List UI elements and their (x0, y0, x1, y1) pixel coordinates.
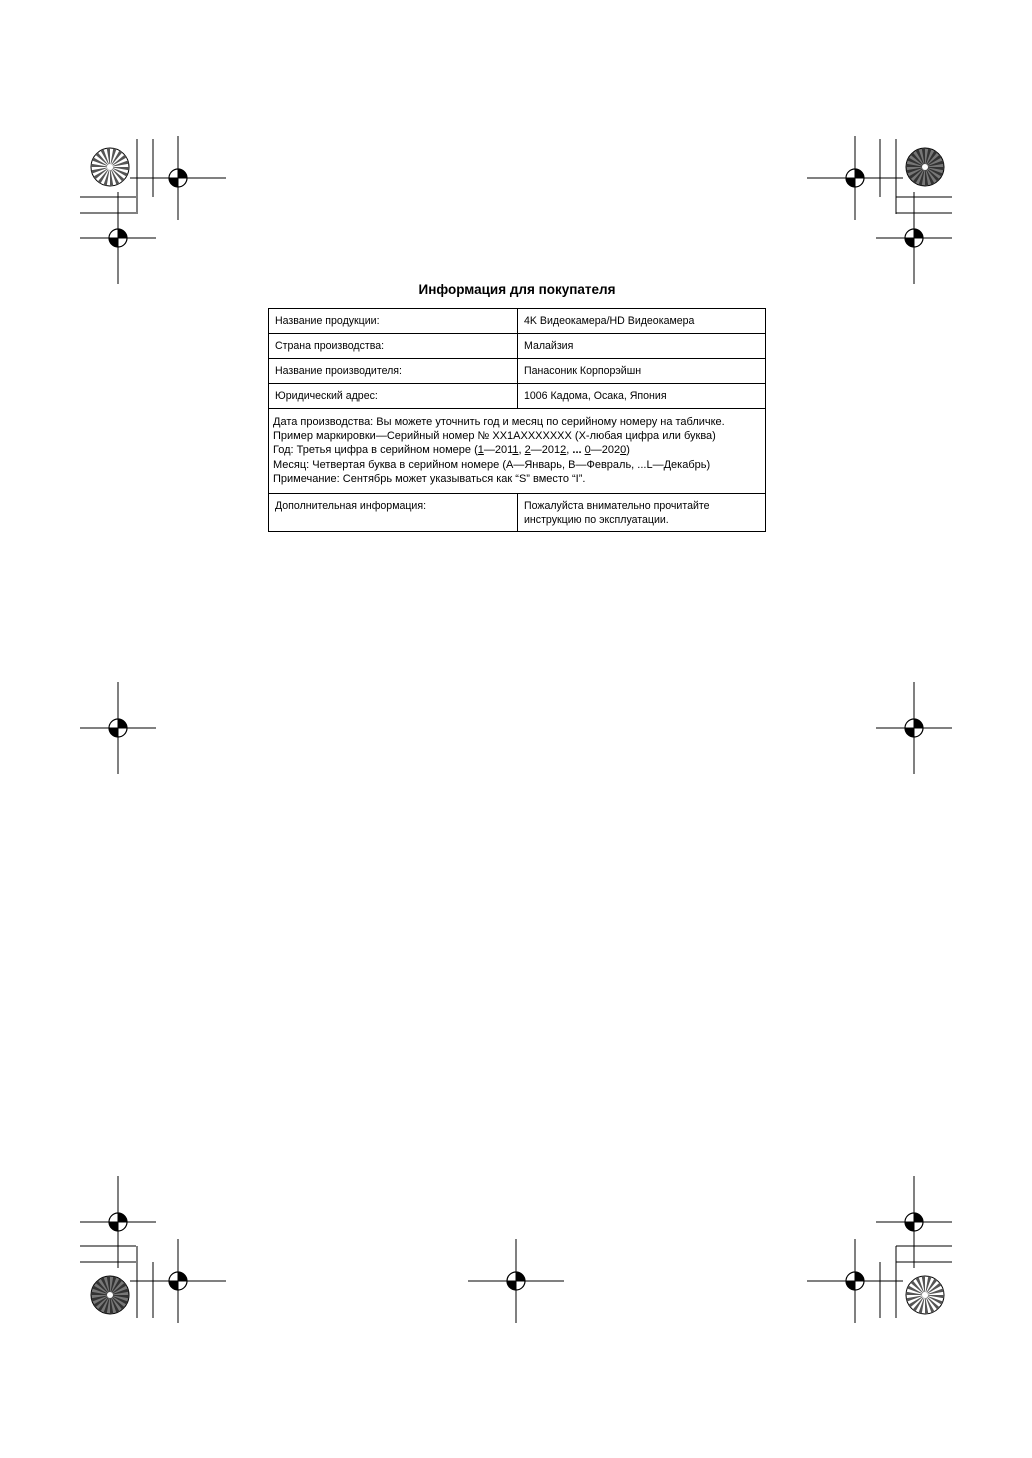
table-row (269, 309, 766, 334)
table-row (269, 334, 766, 359)
production-line-1: Дата производства: Вы можете уточнить год и месяц по серийному номеру на табличке. (273, 416, 725, 428)
registration-quadrant (178, 169, 187, 178)
product-name-label: Название продукции: (269, 309, 518, 334)
registration-quadrant (118, 719, 127, 728)
table-row (269, 359, 766, 384)
registration-quadrant (914, 1213, 923, 1222)
manufacturer-label: Название производителя: (269, 359, 518, 384)
address-value: 1006 Кадома, Осака, Япония (518, 384, 766, 409)
registration-quadrant (109, 728, 118, 737)
product-name-value: 4K Видеокамера/HD Видеокамера (518, 309, 766, 334)
registration-quadrant (507, 1281, 516, 1290)
manufacturer-value: Панасоник Корпорэйшн (518, 359, 766, 384)
table-row (269, 384, 766, 409)
color-target-center (107, 164, 113, 170)
table-row (269, 409, 766, 494)
production-line-3: Год: Третья цифра в серийном номере (1—2011, 2—2012, ... 0—2020) (273, 444, 630, 457)
additional-info-value: Пожалуйста внимательно прочитайте инструкцию по эксплуатации. (518, 494, 766, 532)
registration-quadrant (109, 238, 118, 247)
registration-quadrant (846, 178, 855, 187)
registration-quadrant (914, 229, 923, 238)
registration-quadrant (118, 229, 127, 238)
additional-info-label: Дополнительная информация: (269, 494, 518, 532)
registration-quadrant (855, 169, 864, 178)
registration-quadrant (905, 238, 914, 247)
registration-quadrant (855, 1272, 864, 1281)
production-date-info (269, 409, 766, 494)
address-label: Юридический адрес: (269, 384, 518, 409)
production-line-4: Месяц: Четвертая буква в серийном номере (A—Январь, B—Февраль, ...L—Декабрь) (273, 458, 711, 471)
registration-quadrant (905, 728, 914, 737)
registration-quadrant (118, 1213, 127, 1222)
production-line-2: Пример маркировки—Серийный номер № XX1AXXXXXXX (X-любая цифра или буква) (273, 430, 716, 443)
registration-quadrant (516, 1272, 525, 1281)
color-target-center (922, 164, 928, 170)
table-row (269, 494, 766, 532)
registration-quadrant (178, 1272, 187, 1281)
registration-quadrant (914, 719, 923, 728)
registration-quadrant (905, 1222, 914, 1231)
color-target-center (922, 1292, 928, 1298)
country-label: Страна производства: (269, 334, 518, 359)
country-value: Малайзия (518, 334, 766, 359)
registration-quadrant (169, 178, 178, 187)
customer-info-table (268, 308, 766, 532)
registration-quadrant (109, 1222, 118, 1231)
production-line-5: Примечание: Сентябрь может указываться как “S” вместо “I”. (273, 472, 586, 485)
page-title: Информация для покупателя (418, 282, 616, 297)
registration-quadrant (169, 1281, 178, 1290)
registration-quadrant (846, 1281, 855, 1290)
color-target-center (107, 1292, 113, 1298)
